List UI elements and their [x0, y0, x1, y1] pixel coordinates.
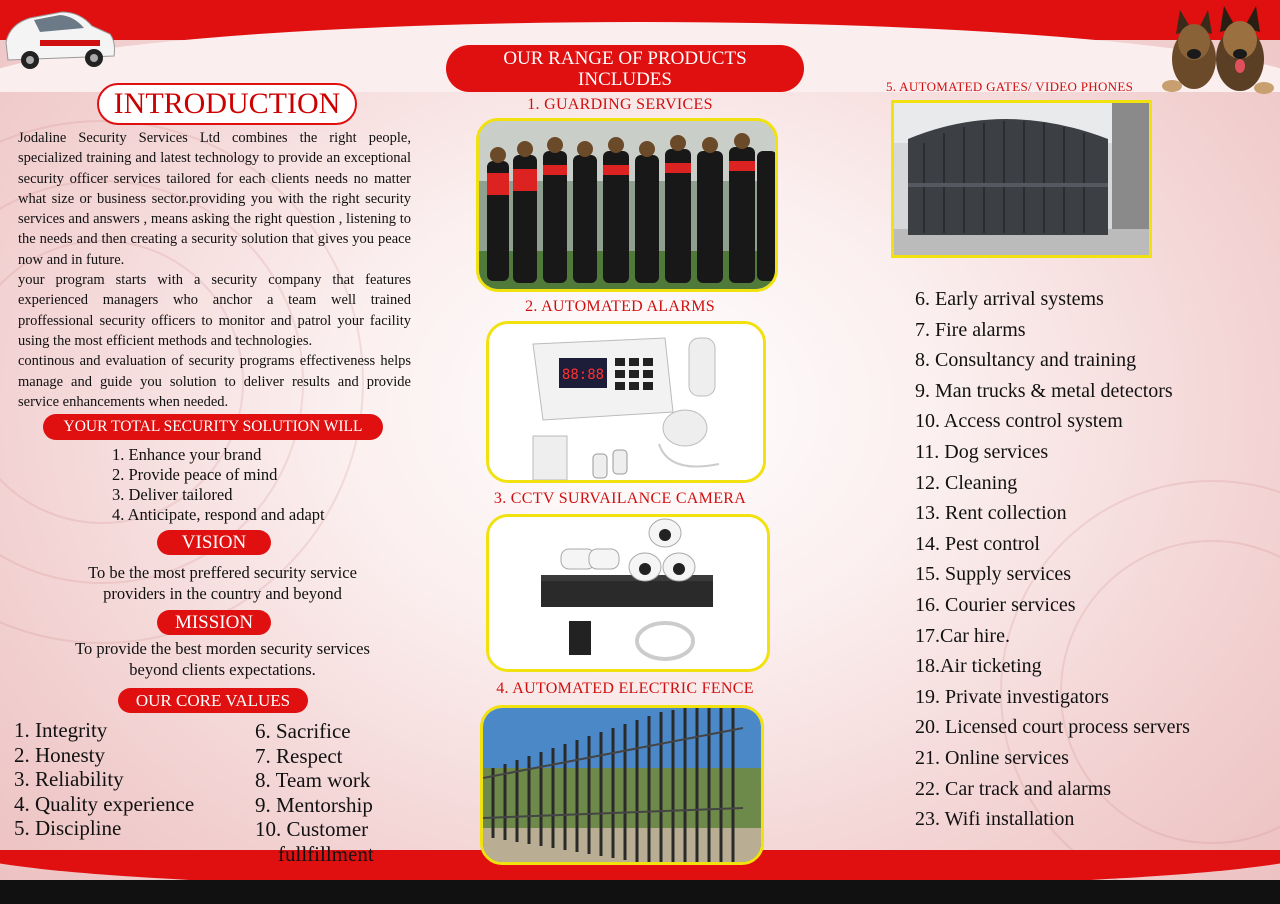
core-values-right-list	[255, 719, 374, 866]
product-item: 21. Online services	[915, 746, 1069, 769]
core-values-heading-text: OUR CORE VALUES	[135, 690, 291, 710]
product-item: 14. Pest control	[915, 532, 1040, 555]
list-item: 3. Reliability	[14, 767, 124, 791]
introduction-title: INTRODUCTION	[113, 87, 341, 120]
list-item: 4. Anticipate, respond and adapt	[112, 505, 325, 524]
solution-list	[112, 445, 325, 525]
vision-line: To be the most preffered security service	[88, 563, 357, 582]
vision-text	[20, 562, 425, 604]
range-heading-line: INCLUDES	[578, 68, 672, 90]
guarding-services-heading: 1. GUARDING SERVICES	[527, 96, 713, 113]
automated-alarms-image	[486, 321, 766, 483]
mission-text	[20, 638, 425, 680]
solution-heading-text: YOUR TOTAL SECURITY SOLUTION WILL	[63, 418, 363, 435]
list-item: 5. Discipline	[14, 816, 122, 840]
product-item: 12. Cleaning	[915, 471, 1018, 494]
product-item: 7. Fire alarms	[915, 318, 1026, 341]
mission-line: To provide the best morden security services	[75, 639, 370, 658]
product-item: 13. Rent collection	[915, 502, 1067, 525]
list-item: 3. Deliver tailored	[112, 485, 233, 504]
list-item: 1. Enhance your brand	[112, 445, 262, 464]
list-item: 9. Mentorship	[255, 792, 373, 817]
electric-fence-image	[480, 705, 764, 865]
product-item: 8. Consultancy and training	[915, 349, 1137, 372]
list-item: 8. Team work	[255, 768, 371, 792]
list-item: 6. Sacrifice	[255, 719, 351, 743]
intro-paragraph: your program starts with a security company that features experienced managers who anchor a team well trained proffessional security officers to monitor and patrol your facility using the most efficient methods and technologies.	[18, 272, 411, 349]
automated-alarms-heading: 2. AUTOMATED ALARMS	[525, 298, 715, 315]
intro-paragraph: Jodaline Security Services Ltd combines the right people, specialized training and latest technology to provide an exceptional security officer services tailored for each clients needs no matter what size or business sector.providing you with the right security services and answers , means asking the right question , listening to the needs and then creating a security solution that gives you peace now and in future.	[18, 130, 411, 268]
guarding-services-image	[476, 118, 778, 292]
product-item: 16. Courier services	[915, 593, 1076, 616]
product-item: 22. Car track and alarms	[915, 777, 1112, 800]
product-item: 18.Air ticketing	[915, 655, 1042, 678]
solution-heading	[43, 414, 383, 440]
core-values-left-list	[14, 718, 194, 841]
vision-line: providers in the country and beyond	[103, 584, 342, 603]
product-item: 23. Wifi installation	[915, 808, 1075, 831]
bottom-black-band	[0, 880, 1280, 904]
automated-gates-image	[891, 100, 1152, 258]
vision-heading-text: VISION	[181, 531, 247, 553]
mission-heading	[157, 610, 271, 635]
products-list	[915, 284, 1190, 835]
list-item: 7. Respect	[255, 743, 343, 768]
automated-gates-heading: 5. AUTOMATED GATES/ VIDEO PHONES	[886, 79, 1134, 94]
guard-dogs-image	[1162, 4, 1274, 94]
range-heading-line: OUR RANGE OF PRODUCTS	[503, 47, 747, 69]
vision-heading	[157, 530, 271, 555]
introduction-heading	[97, 83, 357, 125]
core-values-heading	[118, 688, 308, 713]
intro-paragraph: continous and evaluation of security programs effectiveness helps manage and guide you solution to deliver results and provide service enhancements when needed.	[18, 353, 411, 410]
list-item: 4. Quality experience	[14, 791, 195, 816]
list-item: 1. Integrity	[14, 718, 108, 742]
alarm-clock-display: 88:88	[561, 367, 605, 383]
mission-line: beyond clients expectations.	[129, 660, 316, 679]
product-item: 11. Dog services	[915, 440, 1049, 463]
product-item: 6. Early arrival systems	[915, 288, 1104, 310]
product-item: 10. Access control system	[915, 410, 1123, 433]
product-item: 19. Private investigators	[915, 685, 1109, 708]
security-car-image	[0, 2, 118, 76]
product-item: 9. Man trucks & metal detectors	[915, 379, 1173, 402]
cctv-camera-heading: 3. CCTV SURVAILANCE CAMERA	[493, 490, 747, 507]
introduction-text	[18, 128, 411, 412]
product-item: 15. Supply services	[915, 563, 1072, 586]
mission-heading-text: MISSION	[174, 611, 254, 633]
electric-fence-heading: 4. AUTOMATED ELECTRIC FENCE	[496, 680, 754, 697]
range-heading	[446, 45, 804, 92]
cctv-camera-image	[486, 514, 770, 672]
list-item: 10. Customer	[255, 817, 369, 841]
list-item: 2. Honesty	[14, 742, 105, 767]
list-item: 2. Provide peace of mind	[112, 465, 278, 484]
list-item: fullfillment	[278, 841, 374, 866]
product-item: 17.Car hire.	[915, 624, 1010, 647]
product-item: 20. Licensed court process servers	[915, 716, 1190, 739]
